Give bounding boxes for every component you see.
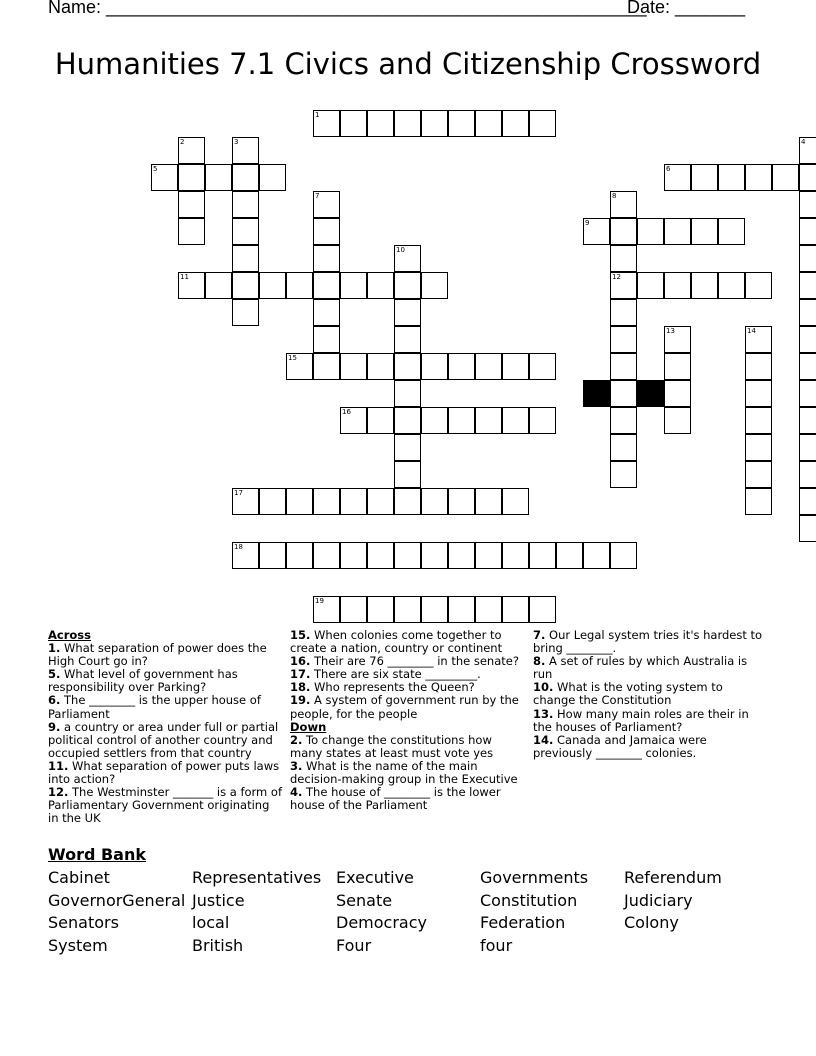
clue-item-text: Canada and Jamaica were previously ________ colonies. xyxy=(533,732,707,760)
clue-item xyxy=(48,760,283,786)
clue-item-text: The house of ________ is the lower house of the Parliament xyxy=(290,785,501,813)
clue-number: 10 xyxy=(396,246,405,254)
grid-cell[interactable] xyxy=(745,488,772,515)
grid-cell[interactable] xyxy=(529,407,556,434)
grid-cell[interactable] xyxy=(313,245,340,272)
word-bank-item: Judiciary xyxy=(624,890,693,910)
grid-cell[interactable] xyxy=(394,596,421,623)
clue-item-number: 9. xyxy=(48,719,61,734)
clue-number: 16 xyxy=(342,408,351,416)
grid-cell[interactable] xyxy=(502,353,529,380)
clue-item xyxy=(48,668,283,694)
grid-cell[interactable] xyxy=(799,353,816,380)
grid-cell[interactable] xyxy=(610,461,637,488)
word-bank-item: Four xyxy=(336,936,372,956)
clue-item-number: 12. xyxy=(48,785,69,800)
grid-cell[interactable] xyxy=(448,110,475,137)
word-bank-item: Cabinet xyxy=(48,868,110,887)
grid-cell[interactable] xyxy=(610,434,637,461)
grid-cell[interactable] xyxy=(313,353,340,380)
grid-cell[interactable] xyxy=(691,272,718,299)
grid-cell[interactable] xyxy=(745,353,772,380)
clue-item xyxy=(290,786,525,812)
grid-cell[interactable] xyxy=(448,542,475,569)
clue-number: 1 xyxy=(315,111,320,119)
word-bank-item: Senators xyxy=(48,913,119,933)
grid-cell[interactable] xyxy=(556,542,583,569)
grid-cell[interactable] xyxy=(448,353,475,380)
clue-number: 17 xyxy=(234,489,243,497)
word-bank-item: Justice xyxy=(192,890,245,910)
grid-cell[interactable] xyxy=(475,353,502,380)
grid-cell[interactable] xyxy=(421,272,448,299)
grid-cell[interactable] xyxy=(394,407,421,434)
grid-cell[interactable] xyxy=(367,488,394,515)
clue-item-number: 11. xyxy=(48,758,69,773)
word-bank-item: Democracy xyxy=(336,913,427,933)
grid-cell[interactable] xyxy=(448,488,475,515)
grid-cell[interactable] xyxy=(340,110,367,137)
grid-cell[interactable] xyxy=(340,353,367,380)
grid-cell[interactable] xyxy=(367,110,394,137)
grid-cell[interactable] xyxy=(718,272,745,299)
clue-item-text: There are six state _________. xyxy=(310,667,481,682)
grid-cell[interactable] xyxy=(502,110,529,137)
grid-cell[interactable] xyxy=(637,272,664,299)
grid-cell[interactable] xyxy=(799,191,816,218)
grid-cell[interactable] xyxy=(205,272,232,299)
grid-cell[interactable] xyxy=(799,164,816,191)
clue-item xyxy=(533,655,768,681)
grid-cell[interactable] xyxy=(718,218,745,245)
word-bank-item: British xyxy=(192,936,244,956)
clue-item-text: How many main roles are their in the houses of Parliament? xyxy=(533,706,749,734)
grid-cell[interactable] xyxy=(367,407,394,434)
grid-cell[interactable] xyxy=(691,218,718,245)
clue-item-text: What separation of power does the High Court go in? xyxy=(48,641,267,669)
grid-cell[interactable] xyxy=(232,272,259,299)
clue-number: 3 xyxy=(234,138,239,146)
clue-item-number: 14. xyxy=(533,732,554,747)
grid-cell[interactable] xyxy=(610,326,637,353)
clue-item-text: The Westminster _______ is a form of Parliamentary Government originating in the UK xyxy=(48,785,282,826)
grid-cell[interactable] xyxy=(421,542,448,569)
clue-item-text: Their are 76 ________ in the senate? xyxy=(310,654,519,669)
grid-cell[interactable] xyxy=(664,380,691,407)
across-heading: Across xyxy=(48,628,91,642)
date-field-label: Date: _______ xyxy=(627,0,746,17)
grid-cell[interactable] xyxy=(421,110,448,137)
grid-cell[interactable] xyxy=(421,488,448,515)
grid-cell[interactable] xyxy=(799,461,816,488)
clue-item xyxy=(533,681,768,707)
clues-column-3 xyxy=(533,629,768,760)
grid-cell[interactable] xyxy=(772,164,799,191)
clue-number: 8 xyxy=(612,192,617,200)
grid-cell[interactable] xyxy=(799,299,816,326)
clue-number: 12 xyxy=(612,273,621,281)
grid-cell[interactable] xyxy=(502,596,529,623)
clue-item-number: 7. xyxy=(533,628,546,642)
clue-number: 19 xyxy=(315,597,324,605)
grid-cell[interactable] xyxy=(799,326,816,353)
clue-item xyxy=(290,760,525,786)
grid-cell[interactable] xyxy=(610,218,637,245)
clue-number: 11 xyxy=(180,273,189,281)
clue-item xyxy=(533,629,768,655)
clue-item-text: When colonies come together to create a nation, country or continent xyxy=(290,628,503,656)
clue-number: 5 xyxy=(153,165,158,173)
grid-cell[interactable] xyxy=(313,488,340,515)
grid-cell[interactable] xyxy=(745,380,772,407)
grid-cell[interactable] xyxy=(799,488,816,515)
clue-item-number: 16. xyxy=(290,654,311,669)
word-bank-item: Constitution xyxy=(480,890,578,910)
clue-item-text: A set of rules by which Australia is run xyxy=(533,654,748,682)
grid-cell[interactable] xyxy=(394,353,421,380)
grid-cell[interactable] xyxy=(691,164,718,191)
grid-cell[interactable] xyxy=(286,488,313,515)
clue-number: 13 xyxy=(666,327,675,335)
clue-item-number: 4. xyxy=(290,785,303,800)
word-bank-item: Colony xyxy=(624,913,679,933)
grid-cell[interactable] xyxy=(448,407,475,434)
clue-item xyxy=(533,708,768,734)
clue-item-text: A system of government run by the people, for the people xyxy=(290,693,519,721)
grid-block xyxy=(583,380,610,407)
grid-cell[interactable] xyxy=(394,272,421,299)
clue-item-number: 10. xyxy=(533,680,554,695)
grid-cell[interactable] xyxy=(529,596,556,623)
clue-number: 7 xyxy=(315,192,320,200)
grid-cell[interactable] xyxy=(718,164,745,191)
grid-cell[interactable] xyxy=(475,488,502,515)
grid-cell[interactable] xyxy=(799,407,816,434)
clue-item-text: Our Legal system tries it's hardest to bring ________. xyxy=(533,628,763,656)
clue-item-number: 6. xyxy=(48,693,61,708)
grid-cell[interactable] xyxy=(502,407,529,434)
grid-cell[interactable] xyxy=(421,407,448,434)
grid-cell[interactable] xyxy=(610,542,637,569)
clues-column-2 xyxy=(290,629,525,812)
clue-number: 6 xyxy=(666,165,671,173)
word-bank-item: Senate xyxy=(336,890,393,910)
grid-cell[interactable] xyxy=(178,164,205,191)
word-bank-title: Word Bank xyxy=(48,845,147,864)
grid-cell[interactable] xyxy=(394,110,421,137)
word-bank-item: Governments xyxy=(480,868,589,887)
clue-item-text: a country or area under full or partial political control of another country and occupied settlers from that country xyxy=(48,719,279,760)
clue-number: 9 xyxy=(585,219,590,227)
clues-column-1 xyxy=(48,629,283,825)
grid-cell[interactable] xyxy=(610,299,637,326)
grid-cell[interactable] xyxy=(475,542,502,569)
word-bank-item: System xyxy=(48,936,108,956)
clue-item xyxy=(290,734,525,760)
grid-cell[interactable] xyxy=(340,488,367,515)
grid-cell[interactable] xyxy=(286,542,313,569)
clue-number: 2 xyxy=(180,138,185,146)
grid-cell[interactable] xyxy=(367,542,394,569)
grid-cell[interactable] xyxy=(313,326,340,353)
grid-cell[interactable] xyxy=(394,461,421,488)
clue-item-number: 13. xyxy=(533,706,554,721)
name-field-label: Name: ______________________________________________________ xyxy=(48,0,647,17)
grid-cell[interactable] xyxy=(313,542,340,569)
grid-cell[interactable] xyxy=(799,272,816,299)
grid-cell[interactable] xyxy=(421,596,448,623)
grid-cell[interactable] xyxy=(664,407,691,434)
grid-cell[interactable] xyxy=(610,407,637,434)
grid-cell[interactable] xyxy=(205,164,232,191)
grid-cell[interactable] xyxy=(313,299,340,326)
grid-cell[interactable] xyxy=(340,272,367,299)
clue-item xyxy=(48,642,283,668)
word-bank xyxy=(48,867,768,958)
grid-cell[interactable] xyxy=(745,434,772,461)
grid-cell[interactable] xyxy=(367,272,394,299)
down-heading: Down xyxy=(290,719,327,734)
grid-cell[interactable] xyxy=(610,245,637,272)
grid-cell[interactable] xyxy=(232,245,259,272)
page-title: Humanities 7.1 Civics and Citizenship Crossword xyxy=(54,47,762,81)
grid-block xyxy=(637,380,664,407)
grid-cell[interactable] xyxy=(394,542,421,569)
clue-item-text: Who represents the Queen? xyxy=(310,680,475,695)
clue-item-text: What is the name of the main decision-making group in the Executive xyxy=(290,758,518,787)
clue-item xyxy=(48,721,283,760)
grid-cell[interactable] xyxy=(394,488,421,515)
grid-cell[interactable] xyxy=(745,461,772,488)
grid-cell[interactable] xyxy=(529,110,556,137)
word-bank-item: Federation xyxy=(480,913,566,933)
word-bank-item: Representatives xyxy=(192,868,322,887)
grid-cell[interactable] xyxy=(259,542,286,569)
clue-number: 15 xyxy=(288,354,297,362)
clue-item-number: 17. xyxy=(290,667,311,682)
clue-number: 18 xyxy=(234,543,243,551)
grid-cell[interactable] xyxy=(367,596,394,623)
grid-cell[interactable] xyxy=(475,407,502,434)
clue-item-text: To change the constitutions how many states at least must vote yes xyxy=(290,732,494,760)
grid-cell[interactable] xyxy=(232,164,259,191)
grid-cell[interactable] xyxy=(799,380,816,407)
grid-cell[interactable] xyxy=(502,542,529,569)
grid-cell[interactable] xyxy=(232,218,259,245)
grid-cell[interactable] xyxy=(340,542,367,569)
grid-cell[interactable] xyxy=(637,218,664,245)
grid-cell[interactable] xyxy=(394,299,421,326)
grid-cell[interactable] xyxy=(232,299,259,326)
grid-cell[interactable] xyxy=(745,164,772,191)
clue-item-text: What is the voting system to change the Constitution xyxy=(533,680,723,708)
grid-cell[interactable] xyxy=(178,218,205,245)
grid-cell[interactable] xyxy=(502,488,529,515)
grid-cell[interactable] xyxy=(178,191,205,218)
grid-cell[interactable] xyxy=(799,245,816,272)
grid-cell[interactable] xyxy=(259,272,286,299)
clue-item xyxy=(290,629,525,655)
clue-item-number: 18. xyxy=(290,680,311,695)
clue-item-number: 2. xyxy=(290,732,303,747)
grid-cell[interactable] xyxy=(529,542,556,569)
clue-item-number: 8. xyxy=(533,654,546,669)
clue-item-number: 3. xyxy=(290,758,303,773)
clue-number: 4 xyxy=(801,138,806,146)
clue-number: 14 xyxy=(747,327,756,335)
word-bank-item: local xyxy=(192,913,230,933)
word-bank-item: GovernorGeneral xyxy=(48,890,186,910)
word-bank-item: four xyxy=(480,936,513,956)
grid-cell[interactable] xyxy=(475,596,502,623)
grid-cell[interactable] xyxy=(448,596,475,623)
grid-cell[interactable] xyxy=(259,164,286,191)
clue-item-number: 5. xyxy=(48,667,61,682)
clue-item-number: 19. xyxy=(290,693,311,708)
clue-item-text: What separation of power puts laws into action? xyxy=(48,758,280,787)
grid-cell[interactable] xyxy=(340,596,367,623)
grid-cell[interactable] xyxy=(610,380,637,407)
grid-cell[interactable] xyxy=(394,326,421,353)
grid-cell[interactable] xyxy=(583,542,610,569)
grid-cell[interactable] xyxy=(286,272,313,299)
grid-cell[interactable] xyxy=(259,488,286,515)
clue-item xyxy=(48,786,283,825)
clue-item-number: 1. xyxy=(48,641,61,656)
clue-item-number: 15. xyxy=(290,628,311,642)
clue-item-text: The ________ is the upper house of Parliament xyxy=(48,693,261,721)
grid-cell[interactable] xyxy=(421,353,448,380)
grid-cell[interactable] xyxy=(232,191,259,218)
grid-cell[interactable] xyxy=(367,353,394,380)
grid-cell[interactable] xyxy=(610,353,637,380)
word-bank-item: Executive xyxy=(336,868,414,887)
grid-cell[interactable] xyxy=(745,407,772,434)
clue-item xyxy=(533,734,768,760)
grid-cell[interactable] xyxy=(664,272,691,299)
grid-cell[interactable] xyxy=(664,218,691,245)
grid-cell[interactable] xyxy=(313,218,340,245)
grid-cell[interactable] xyxy=(394,434,421,461)
grid-cell[interactable] xyxy=(313,272,340,299)
grid-cell[interactable] xyxy=(664,353,691,380)
grid-cell[interactable] xyxy=(799,218,816,245)
clue-item xyxy=(48,694,283,720)
clue-item-text: What level of government has responsibility over Parking? xyxy=(48,667,238,695)
clue-item xyxy=(290,694,525,720)
grid-cell[interactable] xyxy=(745,272,772,299)
grid-cell[interactable] xyxy=(475,110,502,137)
grid-cell[interactable] xyxy=(529,353,556,380)
grid-cell[interactable] xyxy=(394,380,421,407)
word-bank-item: Referendum xyxy=(624,868,722,887)
grid-cell[interactable] xyxy=(799,434,816,461)
grid-cell[interactable] xyxy=(799,515,816,542)
